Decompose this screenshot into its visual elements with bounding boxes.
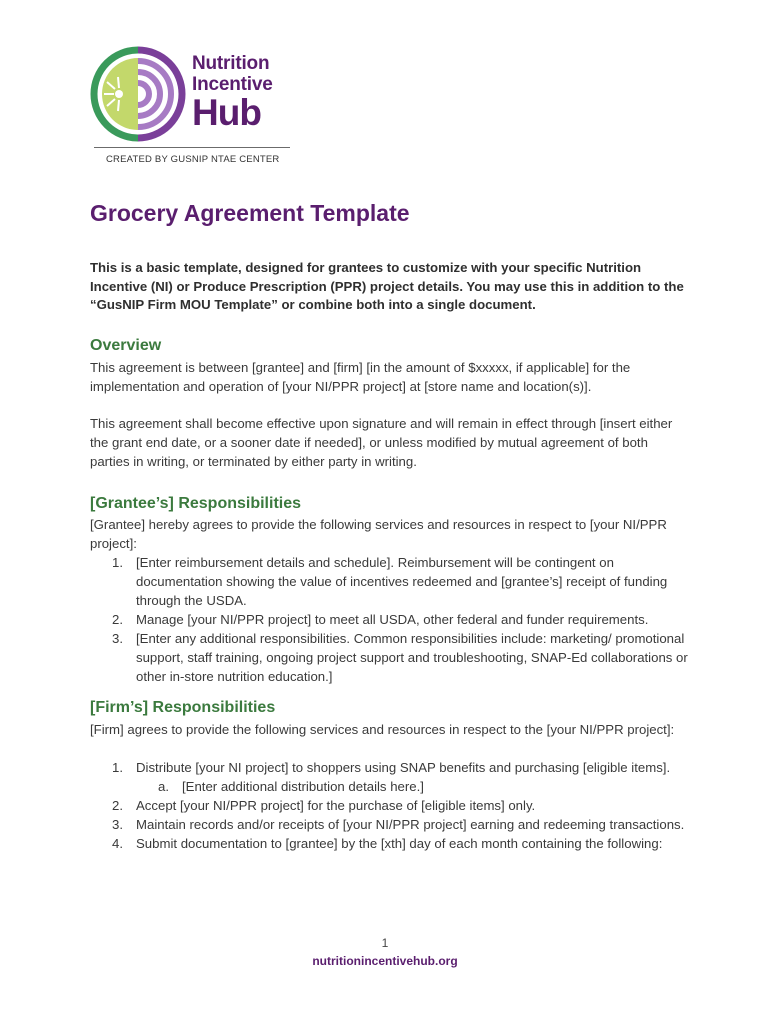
logo-line-3: Hub bbox=[192, 92, 261, 133]
list-item: 3. Maintain records and/or receipts of [your NI/PPR project] earning and redeeming transactions. bbox=[112, 817, 685, 832]
logo-created-by: CREATED BY GUSNIP NTAE CENTER bbox=[106, 154, 280, 165]
firm-intro: [Firm] agrees to provide the following services and resources in respect to the [your NI/PPR project]: bbox=[90, 722, 675, 737]
nutrition-incentive-hub-logo bbox=[88, 44, 288, 164]
footer-link[interactable]: nutritionincentivehub.org bbox=[312, 954, 458, 968]
grantee-intro: [Grantee] hereby agrees to provide the following services and resources in respect to [your NI/PPR project]: bbox=[90, 517, 667, 551]
sub-list-item: a. [Enter additional distribution details here.] bbox=[158, 779, 424, 794]
list-item: 2. Accept [your NI/PPR project] for the purchase of [eligible items] only. bbox=[112, 798, 536, 813]
overview-paragraph-1: This agreement is between [grantee] and [firm] [in the amount of $xxxxx, if applicable] for the implementation and operation of [your NI/PPR project] at [store name and location(s)]. bbox=[90, 360, 631, 394]
list-item: 1. [Enter reimbursement details and schedule]. Reimbursement will be contingent on documentation showing the value of incentives redeemed and [grantee’s] receipt of funding through the USDA. bbox=[112, 555, 668, 608]
list-item: 1. Distribute [your NI project] to shoppers using SNAP benefits and purchasing [eligible items]. a. [Enter additional distribution details here.] bbox=[90, 758, 690, 796]
intro-paragraph: This is a basic template, designed for grantees to customize with your specific Nutrition Incentive (NI) or Produce Prescription (PPR) project details. You may use this in addition to the “GusNIP Firm MOU Template” or combine both into a single document. bbox=[90, 260, 684, 312]
firm-responsibilities-heading: [Firm’s] Responsibilities bbox=[90, 699, 276, 716]
overview-paragraph-2: This agreement shall become effective upon signature and will remain in effect through [insert either the grant end date, or a sooner date if needed], or unless modified by mutual agreement of both parties in writing, or terminated by either party in writing. bbox=[90, 416, 673, 469]
logo-divider bbox=[94, 147, 290, 148]
list-item: 2. Manage [your NI/PPR project] to meet all USDA, other federal and funder requirements. bbox=[112, 612, 649, 627]
page-number: 1 bbox=[381, 936, 389, 950]
sub-list bbox=[136, 777, 690, 796]
logo-circle-icon bbox=[88, 44, 188, 144]
page-title: Grocery Agreement Template bbox=[90, 200, 410, 226]
logo-line-2: Incentive bbox=[192, 74, 273, 95]
list-item: 3. [Enter any additional responsibilities. Common responsibilities include: marketing/ promotional support, staff training, ongoing project support and troubleshooting, SNAP-Ed collaborations or other in-store nutrition education.] bbox=[112, 631, 688, 684]
firm-responsibilities-list bbox=[90, 758, 690, 853]
logo-wordmark bbox=[192, 54, 273, 131]
overview-heading: Overview bbox=[90, 337, 162, 354]
logo-line-1: Nutrition bbox=[192, 53, 270, 74]
grantee-responsibilities-list bbox=[90, 553, 690, 686]
list-item: 4. Submit documentation to [grantee] by the [xth] day of each month containing the following: bbox=[112, 836, 663, 851]
grantee-responsibilities-heading: [Grantee’s] Responsibilities bbox=[90, 495, 302, 512]
